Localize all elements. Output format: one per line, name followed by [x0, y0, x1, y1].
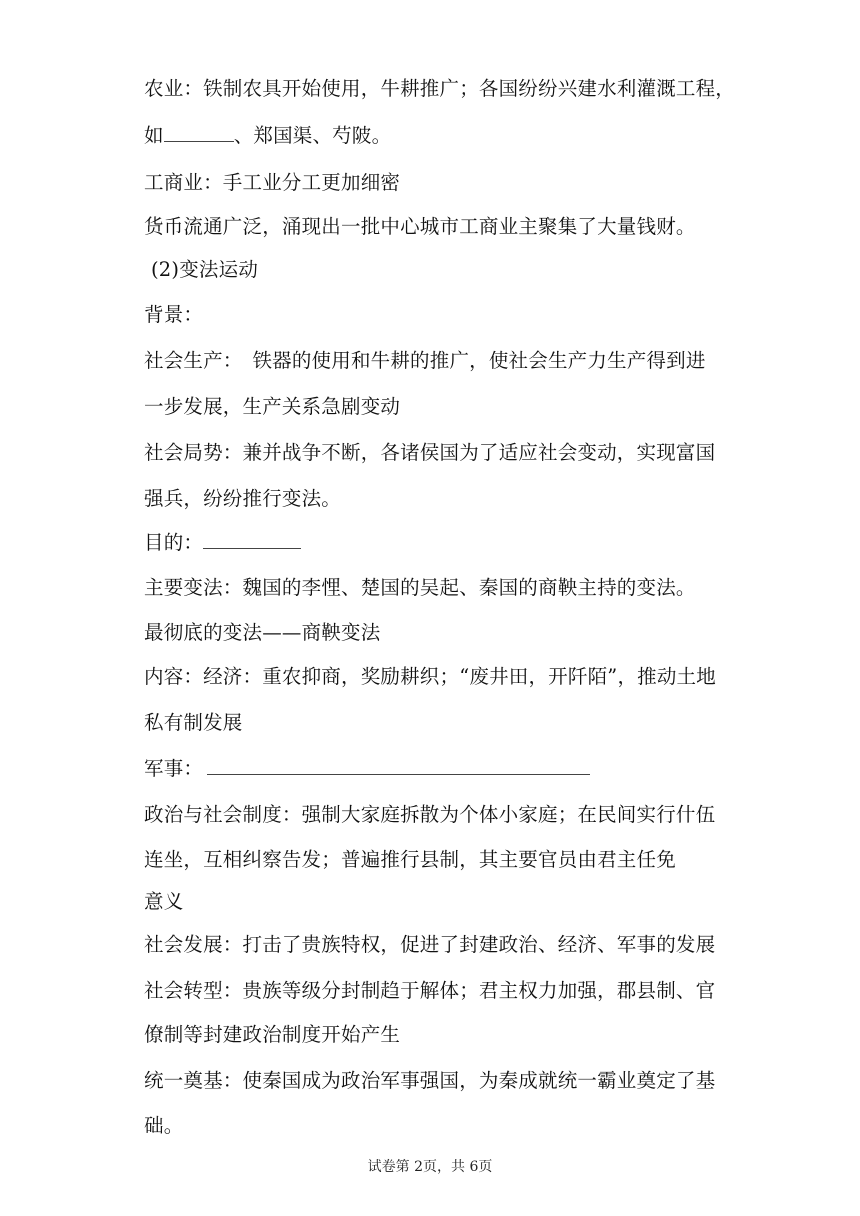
- fill-in-blank[interactable]: [164, 123, 234, 142]
- page-footer: 试卷第 2页，共 6页: [367, 1159, 493, 1175]
- text-line-unification-1: 统一奠基：使秦国成为政治军事强国，为秦成就统一霸业奠定了基: [144, 1069, 716, 1092]
- text-prefix: 如: [144, 124, 164, 147]
- text-prefix: 目的：: [144, 531, 204, 554]
- text-line-industry-commerce: 工商业：手工业分工更加细密: [144, 171, 401, 194]
- text-line-transformation-2: 僚制等封建政治制度开始产生: [144, 1023, 401, 1046]
- text-line-social-production-2: 一步发展，生产关系急剧变动: [144, 395, 401, 418]
- text-suffix: 、郑国渠、芍陂。: [233, 124, 392, 147]
- text-line-content-1: 内容：经济：重农抑商，奖励耕织；“废井田，开阡陌”，推动土地: [144, 665, 716, 688]
- text-line-shang-yang: 最彻底的变法——商鞅变法: [144, 621, 381, 644]
- text-line-politics-1: 政治与社会制度：强制大家庭拆散为个体小家庭；在民间实行什伍: [144, 803, 716, 826]
- section-heading-reform: (2)变法运动: [151, 258, 259, 281]
- text-line-social-development: 社会发展：打击了贵族特权，促进了封建政治、经济、军事的发展: [144, 933, 716, 956]
- text-line-currency: 货币流通广泛，涌现出一批中心城市工商业主聚集了大量钱财。: [144, 215, 696, 238]
- text-line-politics-2: 连坐，互相纠察告发；普遍推行县制，其主要官员由君主任免: [144, 848, 676, 871]
- text-line-content-2: 私有制发展: [144, 711, 243, 734]
- fill-in-blank[interactable]: [207, 756, 590, 775]
- text-line-situation-1: 社会局势：兼并战争不断，各诸侯国为了适应社会变动，实现富国: [144, 441, 716, 464]
- text-line-unification-2: 础。: [144, 1114, 184, 1137]
- fill-in-blank[interactable]: [203, 530, 301, 549]
- text-line-significance: 意义: [144, 890, 184, 913]
- text-line-background: 背景：: [144, 303, 204, 326]
- text-prefix: 军事：: [144, 757, 204, 780]
- text-line-agriculture: 农业：铁制农具开始使用，牛耕推广；各国纷纷兴建水利灌溉工程，: [144, 77, 736, 100]
- text-line-irrigation-examples: [144, 123, 391, 149]
- text-line-transformation-1: 社会转型：贵族等级分封制趋于解体；君主权力加强，郡县制、官: [144, 979, 716, 1002]
- text-line-military: [144, 756, 590, 782]
- text-line-main-reforms: 主要变法：魏国的李悝、楚国的吴起、秦国的商鞅主持的变法。: [144, 576, 696, 599]
- text-line-purpose: [144, 530, 301, 556]
- text-line-situation-2: 强兵，纷纷推行变法。: [144, 487, 342, 510]
- text-line-social-production-1: 社会生产： 铁器的使用和牛耕的推广，使社会生产力生产得到进: [144, 349, 706, 372]
